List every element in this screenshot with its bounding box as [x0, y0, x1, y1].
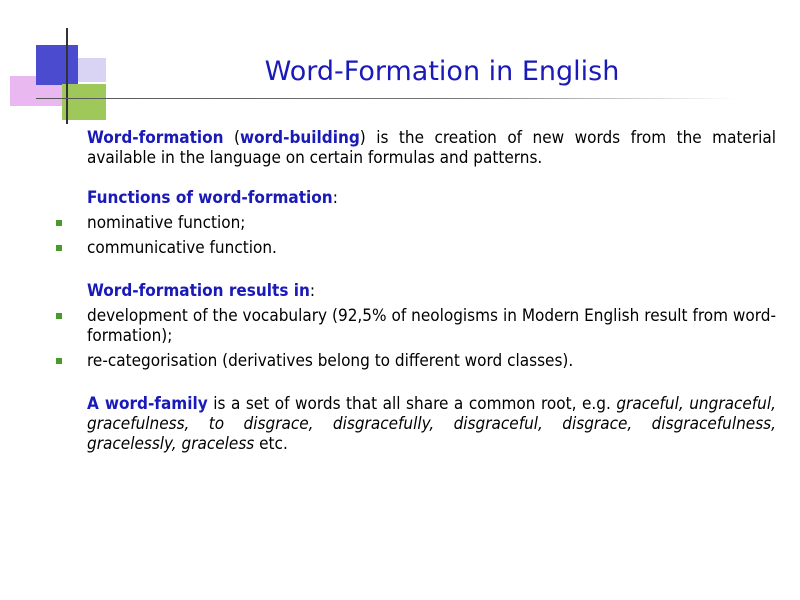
results-heading: Word-formation results in: [87, 281, 316, 301]
intro-open-paren: ( [223, 128, 240, 148]
word-family-paragraph: A word-family is a set of words that all share a common root, e.g. graceful, ungraceful, gracefulness, to disgrace, disgracefully, disgraceful, disgrace, disgracefulness, gracelessly, graceless etc. [87, 394, 776, 454]
bullet-icon [56, 220, 62, 226]
list-item: development of the vocabulary (92,5% of neologisms in Modern English result from word-formation); [87, 306, 776, 346]
list-item: nominative function; [87, 213, 776, 233]
intro-paragraph [87, 128, 776, 168]
functions-heading: Functions of word-formation: [87, 188, 338, 208]
bullet-icon [56, 245, 62, 251]
term-word-formation: Word-formation [87, 128, 224, 148]
bullet-icon [56, 358, 62, 364]
term-word-family: A word-family [87, 394, 208, 414]
bullet-icon [56, 313, 62, 319]
slide-title: Word-Formation in English [264, 56, 620, 87]
slide-body [52, 128, 776, 454]
intro-text: ) is the creation of new words from the material available in the language on certain formulas and patterns. [87, 128, 777, 168]
term-word-building: word-building [239, 128, 360, 148]
word-family-examples: graceful, ungraceful, gracefulness, to disgrace, disgracefully, disgraceful, disgrace, disgracefulness, gracelessly, graceless [87, 394, 776, 454]
decor-green-square [62, 84, 106, 120]
list-item: re-categorisation (derivatives belong to different word classes). [87, 351, 776, 371]
list-item: communicative function. [87, 238, 776, 258]
title-underline [36, 98, 736, 99]
